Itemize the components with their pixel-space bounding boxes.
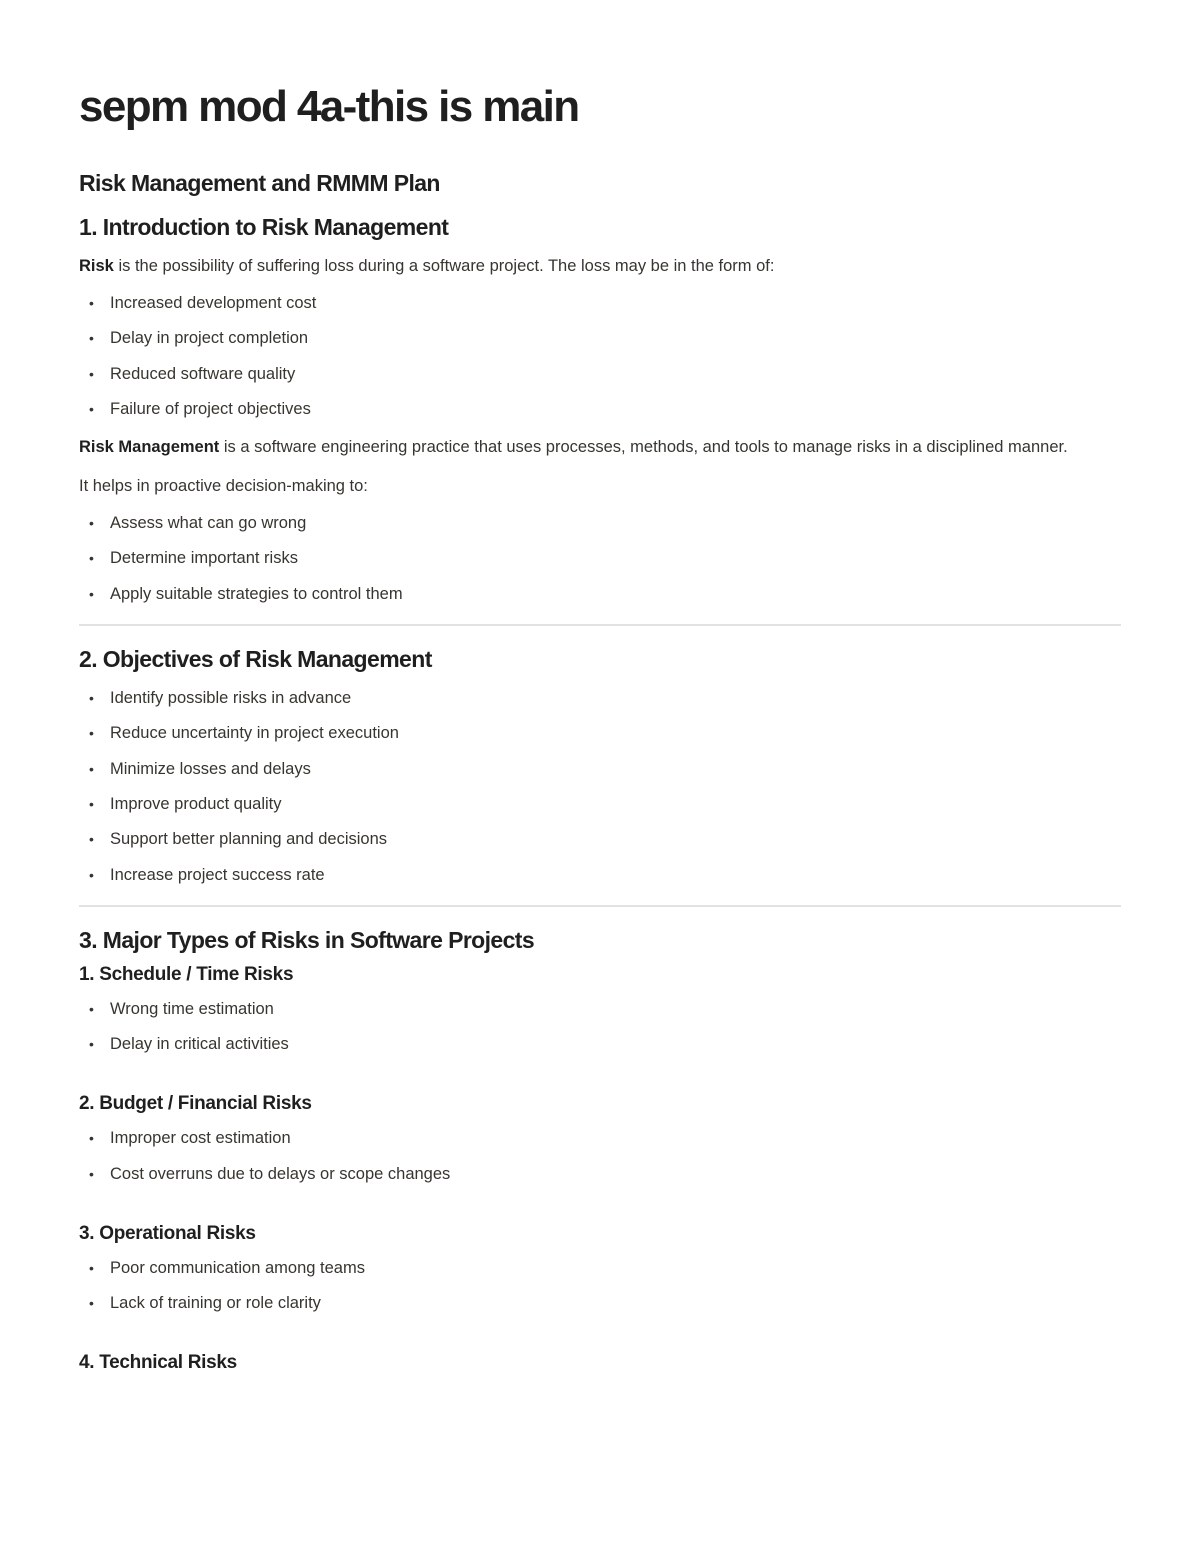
bullet-icon: •	[89, 1036, 94, 1053]
document-subtitle: Risk Management and RMMM Plan	[79, 170, 440, 196]
list-item: • Delay in critical activities	[79, 1027, 1121, 1062]
bullet-icon: •	[89, 400, 94, 417]
bullet-icon: •	[89, 550, 94, 567]
risk-management-text: is a software engineering practice that uses processes, methods, and tools to manage risks in a disciplined manner.	[219, 438, 1068, 457]
list-item: • Increase project success rate	[79, 858, 1121, 893]
list-item: • Poor communication among teams	[79, 1251, 1121, 1286]
loss-list	[79, 286, 1121, 427]
section-divider	[79, 624, 1121, 626]
schedule-risks-list	[79, 992, 1121, 1063]
budget-risks-heading: 2. Budget / Financial Risks	[79, 1093, 312, 1115]
section-3-heading: 3. Major Types of Risks in Software Projects	[79, 926, 535, 953]
list-item: • Reduce uncertainty in project execution	[79, 716, 1121, 751]
bullet-icon: •	[89, 365, 94, 382]
list-item: • Identify possible risks in advance	[79, 681, 1121, 716]
bullet-icon: •	[89, 866, 94, 883]
risk-term: Risk	[79, 257, 114, 275]
schedule-risks-heading: 1. Schedule / Time Risks	[79, 963, 294, 985]
bullet-icon: •	[89, 1000, 94, 1017]
list-item: • Failure of project objectives	[79, 392, 1121, 427]
bullet-icon: •	[89, 760, 94, 777]
list-item: • Increased development cost	[79, 286, 1121, 321]
bullet-icon: •	[89, 1260, 94, 1277]
list-item: • Assess what can go wrong	[79, 506, 1121, 541]
operational-risks-list	[79, 1251, 1121, 1322]
bullet-icon: •	[89, 585, 94, 602]
objectives-list	[79, 681, 1121, 893]
bullet-icon: •	[89, 1295, 94, 1312]
technical-risks-heading: 4. Technical Risks	[79, 1351, 237, 1373]
risk-definition-text: is the possibility of suffering loss during a software project. The loss may be in the form of:	[113, 257, 775, 275]
document-body	[79, 167, 1121, 1376]
list-item: • Wrong time estimation	[79, 992, 1121, 1027]
helps-paragraph: It helps in proactive decision-making to:	[79, 477, 368, 496]
list-item: • Apply suitable strategies to control them	[79, 577, 1121, 612]
risk-management-term: Risk Management	[79, 438, 220, 457]
section-1-heading: 1. Introduction to Risk Management	[79, 214, 449, 240]
risk-definition-paragraph	[79, 253, 1121, 280]
budget-risks-list	[79, 1121, 1121, 1192]
operational-risks-heading: 3. Operational Risks	[79, 1223, 256, 1245]
list-item: • Lack of training or role clarity	[79, 1286, 1121, 1321]
bullet-icon: •	[89, 795, 94, 812]
section-2-heading: 2. Objectives of Risk Management	[79, 646, 432, 673]
bullet-icon: •	[89, 690, 94, 707]
bullet-icon: •	[89, 831, 94, 848]
helps-list	[79, 506, 1121, 612]
bullet-icon: •	[89, 330, 94, 347]
list-item: • Reduced software quality	[79, 357, 1121, 392]
list-item: • Support better planning and decisions	[79, 822, 1121, 857]
bullet-icon: •	[89, 515, 94, 532]
list-item: • Determine important risks	[79, 541, 1121, 576]
bullet-icon: •	[89, 295, 94, 311]
bullet-icon: •	[89, 1130, 94, 1147]
bullet-icon: •	[89, 1165, 94, 1182]
list-item: • Improve product quality	[79, 787, 1121, 822]
bullet-icon: •	[89, 725, 94, 742]
list-item: • Delay in project completion	[79, 321, 1121, 356]
risk-management-paragraph	[79, 434, 1121, 461]
page-title: sepm mod 4a-this is main	[79, 82, 579, 131]
list-item: • Improper cost estimation	[79, 1121, 1121, 1156]
section-divider	[79, 905, 1121, 907]
list-item: • Minimize losses and delays	[79, 752, 1121, 787]
list-item: • Cost overruns due to delays or scope changes	[79, 1157, 1121, 1192]
